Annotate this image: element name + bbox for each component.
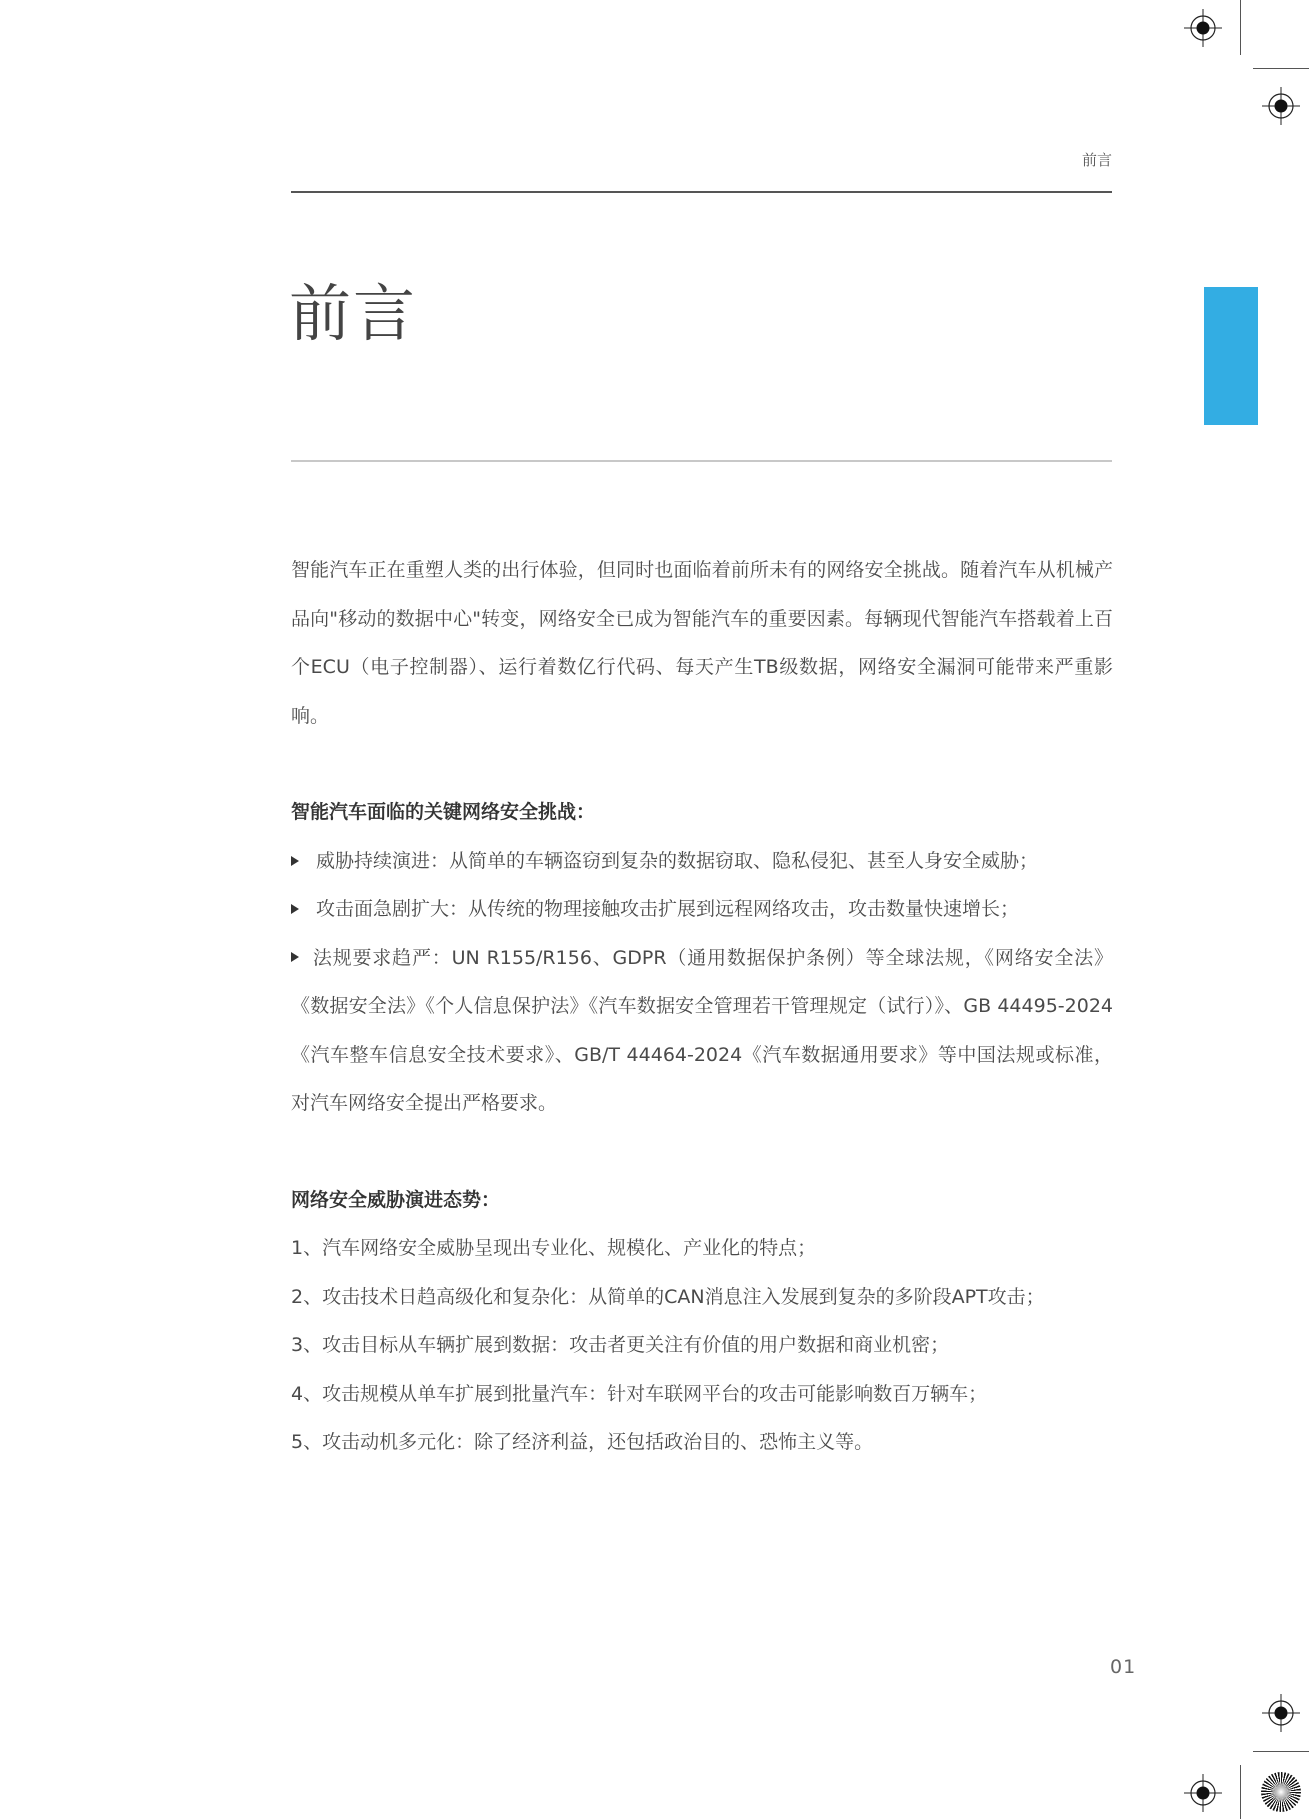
registration-mark-icon (1262, 87, 1300, 125)
registration-mark-icon (1262, 1694, 1300, 1732)
body-content (291, 546, 1113, 1467)
crop-mark-vertical (1240, 0, 1241, 55)
intro-paragraph: 智能汽车正在重塑人类的出行体验，但同时也面临着前所未有的网络安全挑战。随着汽车从机械产品向"移动的数据中心"转变，网络安全已成为智能汽车的重要因素。每辆现代智能汽车搭载着上百个ECU（电子控制器）、运行着数亿行代码、每天产生TB级数据，网络安全漏洞可能带来严重影响。 (291, 559, 1113, 727)
trends-heading: 网络安全威胁演进态势： (291, 1188, 501, 1211)
trend-item: 5、攻击动机多元化：除了经济利益，还包括政治目的、恐怖主义等。 (291, 1431, 874, 1453)
registration-mark-icon (1184, 9, 1222, 47)
challenge-item-text: 威胁持续演进：从简单的车辆盗窃到复杂的数据窃取、隐私侵犯、甚至人身安全威胁； (316, 849, 1039, 872)
page-title: 前言 (289, 277, 418, 350)
challenge-item-text: 攻击面急剧扩大：从传统的物理接触攻击扩展到远程网络攻击，攻击数量快速增长； (316, 898, 1020, 920)
triangle-bullet-icon (291, 952, 299, 962)
trend-item: 4、攻击规模从单车扩展到批量汽车：针对车联网平台的攻击可能影响数百万辆车； (291, 1382, 988, 1405)
running-head: 前言 (1081, 151, 1112, 169)
crop-mark-horizontal (1253, 1751, 1309, 1752)
challenge-item (291, 885, 1113, 934)
triangle-bullet-icon (291, 856, 299, 866)
header-rule (291, 191, 1112, 193)
section-spacer (291, 1128, 1113, 1176)
trend-item: 2、攻击技术日趋高级化和复杂化：从简单的CAN消息注入发展到复杂的多阶段APT攻击； (291, 1285, 1045, 1308)
challenges-heading: 智能汽车面临的关键网络安全挑战： (291, 801, 596, 823)
title-rule (291, 460, 1112, 462)
starburst-target-icon (1261, 1772, 1301, 1812)
challenge-item-text: 法规要求趋严：UN R155/R156、GDPR（通用数据保护条例）等全球法规，《网络安全法》《数据安全法》《个人信息保护法》《汽车数据安全管理若干管理规定（试行）》、GB 44495-2024《汽车整车信息安全技术要求》、GB/T 44464-2024《汽车数据通用要求》等中国法规或标准，对汽车网络安全提出严格要求。 (291, 946, 1113, 1114)
trend-item: 3、攻击目标从车辆扩展到数据：攻击者更关注有价值的用户数据和商业机密； (291, 1334, 950, 1356)
crop-mark-horizontal (1253, 68, 1309, 69)
challenge-item (291, 837, 1113, 886)
registration-mark-icon (1184, 1774, 1222, 1812)
challenge-item (291, 934, 1113, 1128)
section-tab-marker (1204, 287, 1258, 425)
page-number: 01 (1110, 1656, 1137, 1678)
trend-item: 1、汽车网络安全威胁呈现出专业化、规模化、产业化的特点； (291, 1237, 817, 1259)
crop-mark-vertical (1240, 1765, 1241, 1819)
triangle-bullet-icon (291, 904, 299, 914)
